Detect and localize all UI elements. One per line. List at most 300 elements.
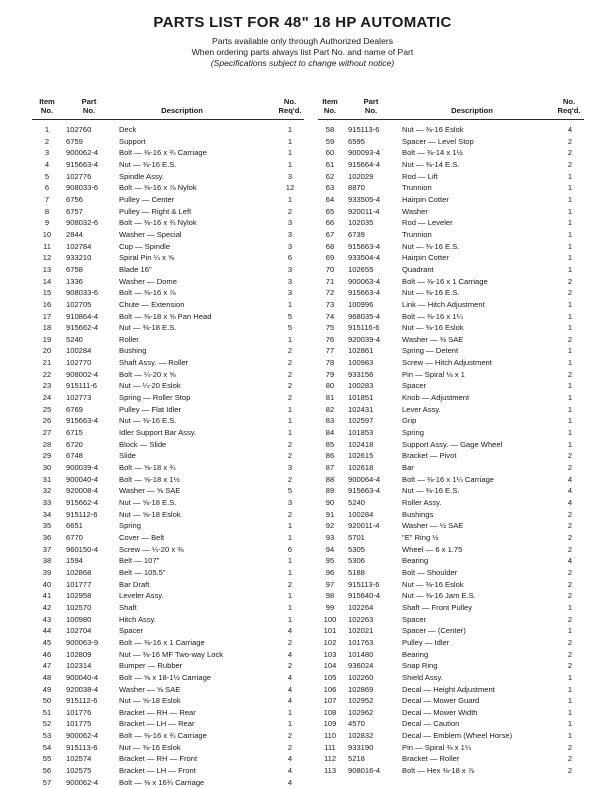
item-number: 99 (325, 602, 335, 612)
part-description: Spiral Pin ¼ x ⅝ (119, 253, 175, 263)
column-header-description: Description (451, 106, 493, 115)
table-row (32, 147, 304, 159)
part-number: 102655 (348, 264, 374, 274)
quantity-required: 1 (567, 684, 573, 694)
quantity-required: 1 (567, 206, 573, 216)
table-row (318, 392, 584, 404)
item-number: 92 (325, 521, 335, 531)
part-number: 933190 (348, 742, 374, 752)
part-number: 6595 (348, 136, 365, 146)
quantity-required: 1 (567, 171, 573, 181)
part-number: 900040-4 (66, 672, 99, 682)
table-row (32, 602, 304, 614)
quantity-required: 2 (567, 649, 573, 659)
part-description: Nut — ⅜-14 E.S. (402, 159, 460, 169)
table-row (318, 544, 584, 556)
part-number: 102705 (66, 299, 92, 309)
quantity-required: 2 (567, 567, 573, 577)
part-number: 5240 (348, 498, 365, 507)
table-row (32, 206, 304, 218)
quantity-required: 1 (567, 707, 573, 717)
item-number: 54 (42, 742, 52, 752)
quantity-required: 2 (567, 509, 573, 519)
item-number: 23 (42, 381, 52, 391)
quantity-required: 1 (567, 393, 573, 403)
item-number: 27 (42, 428, 52, 438)
quantity-required: 1 (567, 602, 573, 612)
part-description: Cup — Spindle (119, 241, 171, 251)
quantity-required: 2 (287, 742, 293, 752)
part-description: Slide (119, 451, 136, 461)
quantity-required: 1 (287, 556, 293, 566)
header-note-specifications: (Specifications subject to change without notice) (210, 58, 395, 68)
part-number: 900064-4 (348, 474, 381, 484)
item-number: 75 (325, 323, 335, 333)
part-number: 101763 (348, 637, 374, 647)
part-description: Blade 16" (119, 264, 152, 274)
table-row (32, 299, 304, 311)
part-description: Trunnion (402, 229, 432, 239)
table-row (318, 695, 584, 707)
part-number: 102958 (66, 591, 92, 601)
part-description: Pulley — Center (119, 194, 175, 204)
part-number: 900063-9 (66, 637, 99, 647)
quantity-required: 3 (287, 276, 293, 286)
quantity-required: 2 (287, 346, 293, 356)
part-number: 102784 (66, 241, 92, 251)
part-number: 915113-6 (348, 125, 380, 134)
item-number: 52 (42, 719, 52, 729)
part-description: Hairpin Cotter (402, 194, 449, 204)
quantity-required: 2 (287, 579, 293, 589)
item-number: 93 (325, 532, 335, 542)
quantity-required: 1 (287, 334, 293, 344)
part-number: 102615 (348, 451, 374, 461)
quantity-required: 2 (287, 509, 293, 519)
part-description: Nut — ⅜-16 E.S. (402, 241, 460, 251)
part-number: 101775 (66, 719, 92, 729)
table-row (32, 415, 304, 427)
part-description: Decal — Emblem (Wheel Horse) (402, 731, 513, 741)
quantity-required: 1 (287, 428, 293, 438)
part-number: 5305 (348, 544, 365, 554)
quantity-required: 3 (287, 264, 293, 274)
item-number: 66 (325, 218, 335, 228)
part-number: 6769 (66, 404, 83, 414)
quantity-required: 6 (287, 544, 293, 554)
item-number: 84 (325, 428, 335, 438)
quantity-required: 4 (567, 486, 573, 496)
table-row (318, 532, 584, 544)
part-number: 908002-4 (66, 369, 99, 379)
table-row (32, 136, 304, 148)
quantity-required: 1 (287, 416, 293, 426)
table-row (318, 590, 584, 602)
part-description: Roller Assy. (402, 498, 442, 507)
quantity-required: 1 (287, 719, 293, 729)
table-row (32, 311, 304, 323)
quantity-required: 2 (567, 148, 573, 158)
quantity-required: 2 (567, 661, 573, 671)
table-row (32, 614, 304, 626)
table-row (32, 684, 304, 696)
item-number: 80 (325, 381, 335, 391)
table-row (32, 229, 304, 241)
item-number: 55 (42, 754, 52, 764)
part-description: Nut — ⅜-16 E.S. (402, 288, 460, 298)
quantity-required: 1 (567, 358, 573, 368)
part-description: Screw — Hitch Adjustment (402, 358, 492, 368)
table-row (32, 474, 304, 486)
item-number: 88 (325, 474, 335, 484)
table-row (318, 380, 584, 392)
part-description: Bolt — ⅝-18 x ¾ (119, 463, 176, 473)
part-number: 936024 (348, 661, 374, 671)
table-row (318, 415, 584, 427)
part-number: 1336 (66, 276, 83, 286)
quantity-required: 2 (567, 159, 573, 169)
parts-table-right (318, 89, 584, 777)
item-number: 67 (325, 229, 335, 239)
part-number: 920038-4 (66, 684, 99, 694)
table-row (318, 660, 584, 672)
part-description: Bearing (402, 649, 429, 659)
quantity-required: 3 (287, 241, 293, 251)
item-number: 95 (325, 556, 335, 566)
part-description: Pulley — Idler (402, 637, 450, 647)
item-number: 44 (42, 626, 52, 636)
table-row (318, 509, 584, 521)
quantity-required: 2 (567, 591, 573, 601)
table-row (32, 392, 304, 404)
part-description: Trunnion (402, 183, 432, 193)
item-number: 100 (323, 614, 337, 624)
part-description: Bolt — ⅜-16 x ⅞ (119, 288, 176, 298)
part-number: 6651 (66, 521, 83, 531)
part-number: 102029 (348, 171, 374, 181)
part-description: Rod — Lift (402, 171, 438, 181)
part-description: Bolt — ⅜ x 16¾ Carriage (119, 777, 205, 787)
part-number: 900039-4 (66, 463, 99, 473)
quantity-required: 1 (567, 672, 573, 682)
item-number: 37 (42, 544, 52, 554)
table-row (318, 287, 584, 299)
part-description: Spindle Assy. (119, 171, 165, 181)
quantity-required: 2 (287, 637, 293, 647)
table-row (32, 334, 304, 346)
part-description: Shaft (119, 602, 137, 612)
part-description: Decal — Mower Guard (402, 696, 480, 706)
part-description: Spring — Roller Stop (119, 393, 191, 403)
part-description: Decal — Caution (402, 719, 460, 729)
item-number: 60 (325, 148, 335, 158)
table-row (318, 742, 584, 754)
part-number: 915116-6 (348, 323, 380, 333)
quantity-required: 4 (287, 626, 293, 636)
table-row (32, 520, 304, 532)
item-number: 96 (325, 567, 335, 577)
quantity-required: 1 (567, 626, 573, 636)
part-description: Washer — ⅝ SAE (119, 684, 181, 694)
part-number: 102773 (66, 393, 92, 403)
table-row (32, 555, 304, 567)
part-number: 102832 (348, 731, 374, 741)
table-row (32, 217, 304, 229)
part-description: Nut — ⅜-18 E.S. (119, 323, 177, 333)
item-number: 43 (42, 614, 52, 624)
quantity-required: 1 (567, 731, 573, 741)
part-number: 102260 (348, 672, 374, 682)
quantity-required: 4 (287, 766, 293, 776)
part-number: 915664-4 (348, 159, 381, 169)
table-row (318, 229, 584, 241)
part-number: 102574 (66, 754, 92, 764)
item-number: 101 (323, 626, 337, 636)
item-number: 71 (325, 276, 335, 286)
item-number: 1 (44, 125, 50, 134)
part-description: Bolt — ⅜-16 x 1¼ (402, 311, 463, 321)
part-number: 915113-6 (66, 742, 98, 752)
part-description: Nut — ¼-20 Eslok (119, 381, 181, 391)
item-number: 13 (42, 264, 52, 274)
quantity-required: 1 (287, 521, 293, 531)
table-row (318, 625, 584, 637)
item-number: 5 (44, 171, 50, 181)
item-number: 109 (323, 719, 337, 729)
item-number: 87 (325, 463, 335, 473)
item-number: 35 (42, 521, 52, 531)
quantity-required: 4 (287, 754, 293, 764)
item-number: 53 (42, 731, 52, 741)
part-description: Bolt — Hex ⅜-18 x ⅞ (402, 766, 475, 776)
table-row (32, 124, 304, 136)
table-header-right (318, 89, 584, 120)
quantity-required: 2 (287, 661, 293, 671)
item-number: 112 (323, 754, 337, 764)
item-number: 10 (42, 229, 52, 239)
item-number: 17 (42, 311, 52, 321)
quantity-required: 2 (287, 381, 293, 391)
part-description: Chute — Extension (119, 299, 185, 309)
quantity-required: 1 (287, 567, 293, 577)
table-row (318, 497, 584, 509)
part-number: 960150-4 (66, 544, 99, 554)
part-description: Bolt — ⅜-16 x 1¼ Carriage (402, 474, 495, 484)
quantity-required: 4 (287, 777, 293, 787)
part-description: Bracket — LH — Front (119, 766, 196, 776)
item-number: 9 (44, 218, 50, 228)
part-description: Bolt — ⅜-16 x ¾ Carriage (119, 148, 207, 158)
table-row (318, 369, 584, 381)
table-row (32, 322, 304, 334)
item-number: 102 (323, 637, 337, 647)
quantity-required: 1 (567, 264, 573, 274)
part-number: 920008-4 (66, 486, 99, 496)
part-description: Link — Hitch Adjustment (402, 299, 485, 309)
item-number: 106 (323, 684, 337, 694)
item-number: 14 (42, 276, 52, 286)
item-number: 107 (323, 696, 337, 706)
part-number: 6759 (66, 136, 83, 146)
part-number: 933156 (348, 369, 374, 379)
parts-table-left (32, 89, 304, 788)
table-row (318, 614, 584, 626)
part-number: 6758 (66, 264, 83, 274)
part-description: Shaft — Front Pulley (402, 602, 473, 612)
part-description: Decal — Mower Width (402, 707, 478, 717)
table-row (318, 672, 584, 684)
part-description: Block — Slide (119, 439, 167, 449)
part-description: Bolt — ⅜-16 x ¾ Nylok (119, 218, 197, 228)
table-row (32, 450, 304, 462)
part-number: 102597 (348, 416, 374, 426)
item-number: 18 (42, 323, 52, 333)
quantity-required: 3 (287, 288, 293, 298)
table-body-left (32, 124, 304, 788)
part-description: Spacer (402, 614, 427, 624)
quantity-required: 2 (287, 474, 293, 484)
quantity-required: 1 (567, 253, 573, 263)
table-row (318, 334, 584, 346)
part-description: Bar Draft (119, 579, 150, 589)
table-row (318, 276, 584, 288)
item-number: 64 (325, 194, 335, 204)
part-number: 915111-6 (66, 381, 97, 391)
item-number: 40 (42, 579, 52, 589)
table-row (32, 672, 304, 684)
part-number: 915113-6 (348, 579, 380, 589)
table-row (32, 159, 304, 171)
part-description: Spacer — Level Stop (402, 136, 474, 146)
part-description: Hitch Assy. (119, 614, 156, 624)
part-description: Roller (119, 334, 139, 344)
part-number: 968035-4 (348, 311, 381, 321)
part-number: 102418 (348, 439, 374, 449)
part-number: 5701 (348, 532, 365, 542)
quantity-required: 2 (567, 451, 573, 461)
table-row (32, 287, 304, 299)
part-number: 915662-4 (66, 323, 99, 333)
table-row (318, 217, 584, 229)
item-number: 36 (42, 532, 52, 542)
quantity-required: 2 (567, 742, 573, 752)
item-number: 41 (42, 591, 52, 601)
part-number: 102314 (66, 661, 92, 671)
item-number: 86 (325, 451, 335, 461)
part-description: Bolt — ⅝ x 18-1½ Carriage (119, 672, 212, 682)
part-description: Grip (402, 416, 417, 426)
quantity-required: 1 (567, 323, 573, 333)
table-row (32, 509, 304, 521)
table-row (32, 380, 304, 392)
item-number: 42 (42, 602, 52, 612)
part-description: Pulley — Flat Idler (119, 404, 182, 414)
item-number: 16 (42, 299, 52, 309)
part-number: 102952 (348, 696, 374, 706)
table-row (318, 707, 584, 719)
quantity-required: 1 (287, 602, 293, 612)
item-number: 65 (325, 206, 335, 216)
quantity-required: 3 (287, 463, 293, 473)
quantity-required: 2 (567, 276, 573, 286)
document-header (0, 14, 605, 69)
item-number: 39 (42, 567, 52, 577)
part-number: 102431 (348, 404, 374, 414)
table-row (318, 462, 584, 474)
item-number: 25 (42, 404, 52, 414)
item-number: 58 (325, 125, 335, 134)
table-row (318, 485, 584, 497)
part-description: Bolt — ⅜-18 x ⅝ Pan Head (119, 311, 212, 321)
column-header-item: Item No. (39, 97, 55, 115)
part-description: Bolt — ¼-20 x ⅝ (119, 369, 176, 379)
quantity-required: 1 (287, 148, 293, 158)
quantity-required: 2 (567, 288, 573, 298)
quantity-required: 2 (567, 463, 573, 473)
part-number: 100996 (348, 299, 374, 309)
part-number: 6756 (66, 194, 83, 204)
part-number: 933505-4 (348, 194, 381, 204)
quantity-required: 1 (567, 696, 573, 706)
table-row (32, 194, 304, 206)
part-description: Nut — ⅜-16 E.S. (119, 159, 177, 169)
item-number: 26 (42, 416, 52, 426)
item-number: 21 (42, 358, 52, 368)
table-row (32, 439, 304, 451)
part-description: Bolt — ⅝-18 x 1½ (119, 474, 180, 484)
quantity-required: 1 (567, 719, 573, 729)
part-description: Spring (119, 521, 141, 531)
column-header-part: Part No. (81, 97, 97, 115)
item-number: 73 (325, 299, 335, 309)
table-row (318, 322, 584, 334)
part-number: 102021 (348, 626, 374, 636)
part-number: 5240 (66, 334, 83, 344)
item-number: 57 (42, 777, 52, 787)
item-number: 34 (42, 509, 52, 519)
part-number: 102575 (66, 766, 92, 776)
quantity-required: 4 (287, 672, 293, 682)
item-number: 68 (325, 241, 335, 251)
item-number: 72 (325, 288, 335, 298)
part-description: Washer (402, 206, 428, 216)
table-body-right (318, 124, 584, 777)
item-number: 50 (42, 696, 52, 706)
part-description: Nut — ⅜-16 MF Two-way Lock (119, 649, 224, 659)
part-number: 5218 (348, 754, 365, 764)
part-description: Nut — ⅜-16 Jam E.S. (402, 591, 476, 601)
part-description: Pin — Spiral ⅜ x 1¼ (402, 742, 472, 752)
table-row (32, 532, 304, 544)
part-number: 101853 (348, 428, 374, 438)
part-description: Rod — Leveler (402, 218, 453, 228)
part-number: 900063-4 (348, 276, 381, 286)
quantity-required: 1 (287, 125, 293, 134)
item-number: 81 (325, 393, 335, 403)
part-number: 1594 (66, 556, 83, 566)
quantity-required: 1 (567, 194, 573, 204)
item-number: 12 (42, 253, 52, 263)
header-note-dealers: Parts available only through Authorized Dealers (211, 36, 394, 46)
part-description: Deck (119, 125, 137, 134)
part-description: Bumper — Rubber (119, 661, 183, 671)
part-number: 5188 (348, 567, 365, 577)
item-number: 110 (323, 731, 337, 741)
item-number: 77 (325, 346, 335, 356)
quantity-required: 1 (287, 299, 293, 309)
part-number: 101777 (66, 579, 92, 589)
quantity-required: 3 (287, 171, 293, 181)
